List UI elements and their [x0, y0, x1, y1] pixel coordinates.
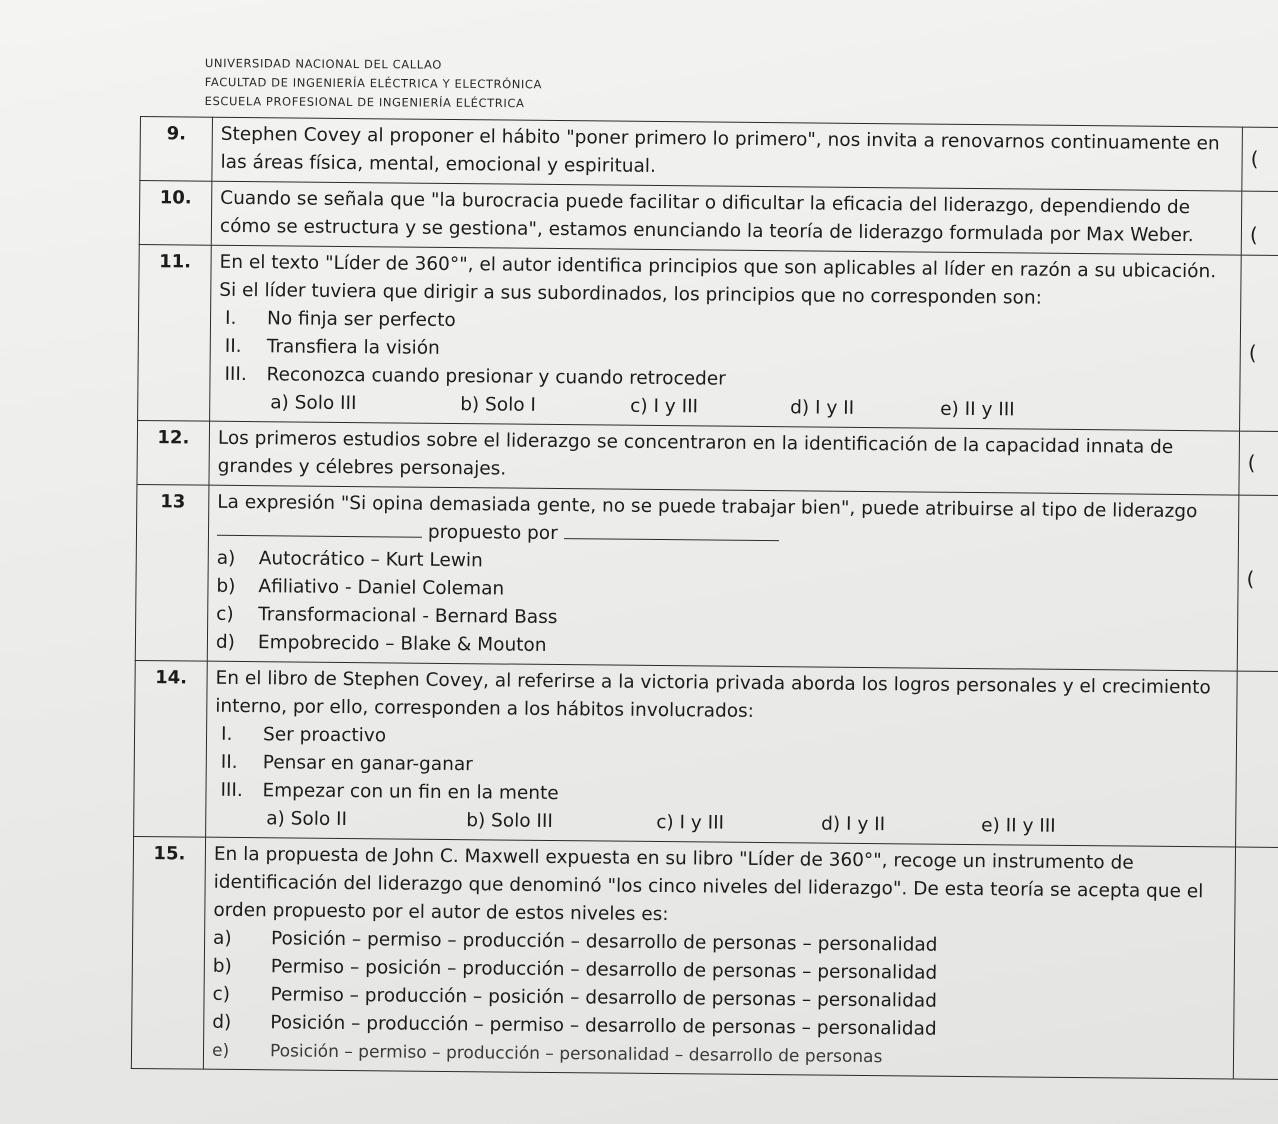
question-row-9 [140, 117, 1278, 192]
university-name: UNIVERSIDAD NACIONAL DEL CALLAO [204, 55, 442, 72]
option-e[interactable]: e) II y III [981, 815, 1056, 837]
answer-box[interactable] [1240, 255, 1278, 432]
option-c[interactable]: c) Permiso – producción – posición – desarrollo de personas – personalidad [212, 983, 938, 1012]
option-d[interactable]: d) Posición – producción – permiso – desarrollo de personas – personalidad [212, 1011, 937, 1040]
question-row-15 [131, 836, 1278, 1079]
option-a[interactable]: a) Posición – permiso – producción – desarrollo de personas – personalidad [213, 927, 938, 956]
question-number: 10. [139, 181, 212, 246]
option-b[interactable]: b) Solo III [466, 810, 553, 832]
option-d[interactable]: d) Empobrecido – Blake & Mouton [215, 631, 547, 656]
question-text: En el libro de Stephen Covey, al referirse a la victoria privada aborda los logros personales y el crecimiento interno, por ello, corresponden a los hábitos involucrados: [215, 667, 1211, 722]
question-number: 9. [140, 117, 213, 182]
question-row-12 [137, 420, 1278, 495]
statement-item: III. Reconozca cuando presionar y cuando retroceder [224, 363, 726, 390]
option-e[interactable]: e) II y III [940, 398, 1015, 421]
question-sheet [131, 116, 1278, 1080]
question-body [203, 837, 1235, 1079]
option-c[interactable]: c) Transformacional - Bernard Bass [216, 603, 558, 629]
option-a[interactable]: a) Solo II [266, 808, 348, 831]
statement-item: II. Pensar en ganar-ganar [220, 751, 473, 776]
option-e[interactable]: e) Posición – permiso – producción – personalidad – desarrollo de personas [211, 1040, 883, 1068]
question-number: 12. [137, 420, 210, 485]
option-d[interactable]: d) I y II [821, 813, 886, 836]
question-text: Los primeros estudios sobre el liderazgo se concentraron en la identificación de la capacidad innata de grandes y célebres personajes. [209, 421, 1240, 495]
option-a[interactable]: a) Solo III [270, 392, 357, 415]
question-row-13 [135, 484, 1278, 671]
question-number: 15. [131, 836, 205, 1069]
statement-item: I. Ser proactivo [220, 723, 387, 747]
statement-item: III. Empezar con un fin en la mente [220, 779, 559, 805]
option-b[interactable]: b) Afiliativo - Daniel Coleman [216, 575, 505, 600]
option-b[interactable]: b) Solo I [460, 394, 537, 416]
faculty-name: FACULTAD DE INGENIERÍA ELÉCTRICA Y ELECTRÓNICA [204, 74, 543, 92]
answer-paren: ( [1246, 566, 1255, 591]
question-text: Cuando se señala que "la burocracia puede facilitar o dificultar la eficacia del liderazgo, dependiendo de cómo se estructura y se gestiona", estamos enunciando la teoría de liderazgo formulada por Max Weber. [211, 181, 1242, 255]
statement-item: II. Transfiera la visión [224, 335, 440, 359]
question-text: En el texto "Líder de 360°", el autor identifica principios que son aplicables al líder en razón a su ubicación. Si el líder tuviera que dirigir a sus subordinados, los principios que no corresponden son: [219, 251, 1217, 309]
question-text: La expresión "Si opina demasiada gente, no se puede trabajar bien", puede atribuirse al tipo de liderazgo propuesto por [217, 491, 1198, 545]
fill-in-blank[interactable] [564, 521, 779, 541]
question-body [206, 661, 1238, 847]
answer-box[interactable] [1242, 127, 1278, 192]
answer-box[interactable] [1233, 847, 1278, 1080]
question-number: 14. [134, 660, 208, 837]
question-body [210, 245, 1242, 431]
option-d[interactable]: d) I y II [790, 397, 855, 419]
answer-paren: ( [1247, 450, 1256, 475]
questions-table [131, 116, 1278, 1080]
option-b[interactable]: b) Permiso – posición – producción – desarrollo de personas – personalidad [212, 955, 938, 984]
statement-item: I. No finja ser perfecto [224, 307, 456, 332]
question-text: Stephen Covey al proponer el hábito "poner primero lo primero", nos invita a renovarnos continuamente en las áreas física, mental, emocional y espiritual. [212, 117, 1243, 191]
fill-in-blank[interactable] [217, 518, 422, 538]
school-name: ESCUELA PROFESIONAL DE INGENIERÍA ELÉCTRICA [204, 93, 525, 111]
question-text: En la propuesta de John C. Maxwell expuesta en su libro "Líder de 360°", recoge un instrumento de identificación del liderazgo que denominó "los cinco niveles del liderazgo". De esta teoría se acepta que el orden propuesto por el autor de estos niveles es: [213, 843, 1204, 926]
option-c[interactable]: c) I y III [630, 395, 699, 418]
question-number: 11. [138, 244, 212, 421]
answer-box[interactable] [1236, 671, 1278, 848]
option-c[interactable]: c) I y III [656, 811, 725, 834]
answer-box[interactable] [1241, 191, 1278, 256]
question-row-14 [134, 660, 1278, 847]
answer-paren: ( [1250, 146, 1259, 171]
question-number: 13 [135, 484, 209, 661]
answer-box[interactable] [1237, 495, 1278, 672]
document-header [205, 54, 705, 114]
answer-paren: ( [1248, 340, 1257, 365]
option-a[interactable]: a) Autocrático – Kurt Lewin [216, 547, 483, 572]
answer-box[interactable] [1239, 431, 1278, 496]
question-body [207, 485, 1239, 671]
question-row-10 [139, 181, 1278, 256]
question-row-11 [138, 244, 1278, 431]
answer-paren: ( [1249, 222, 1258, 247]
